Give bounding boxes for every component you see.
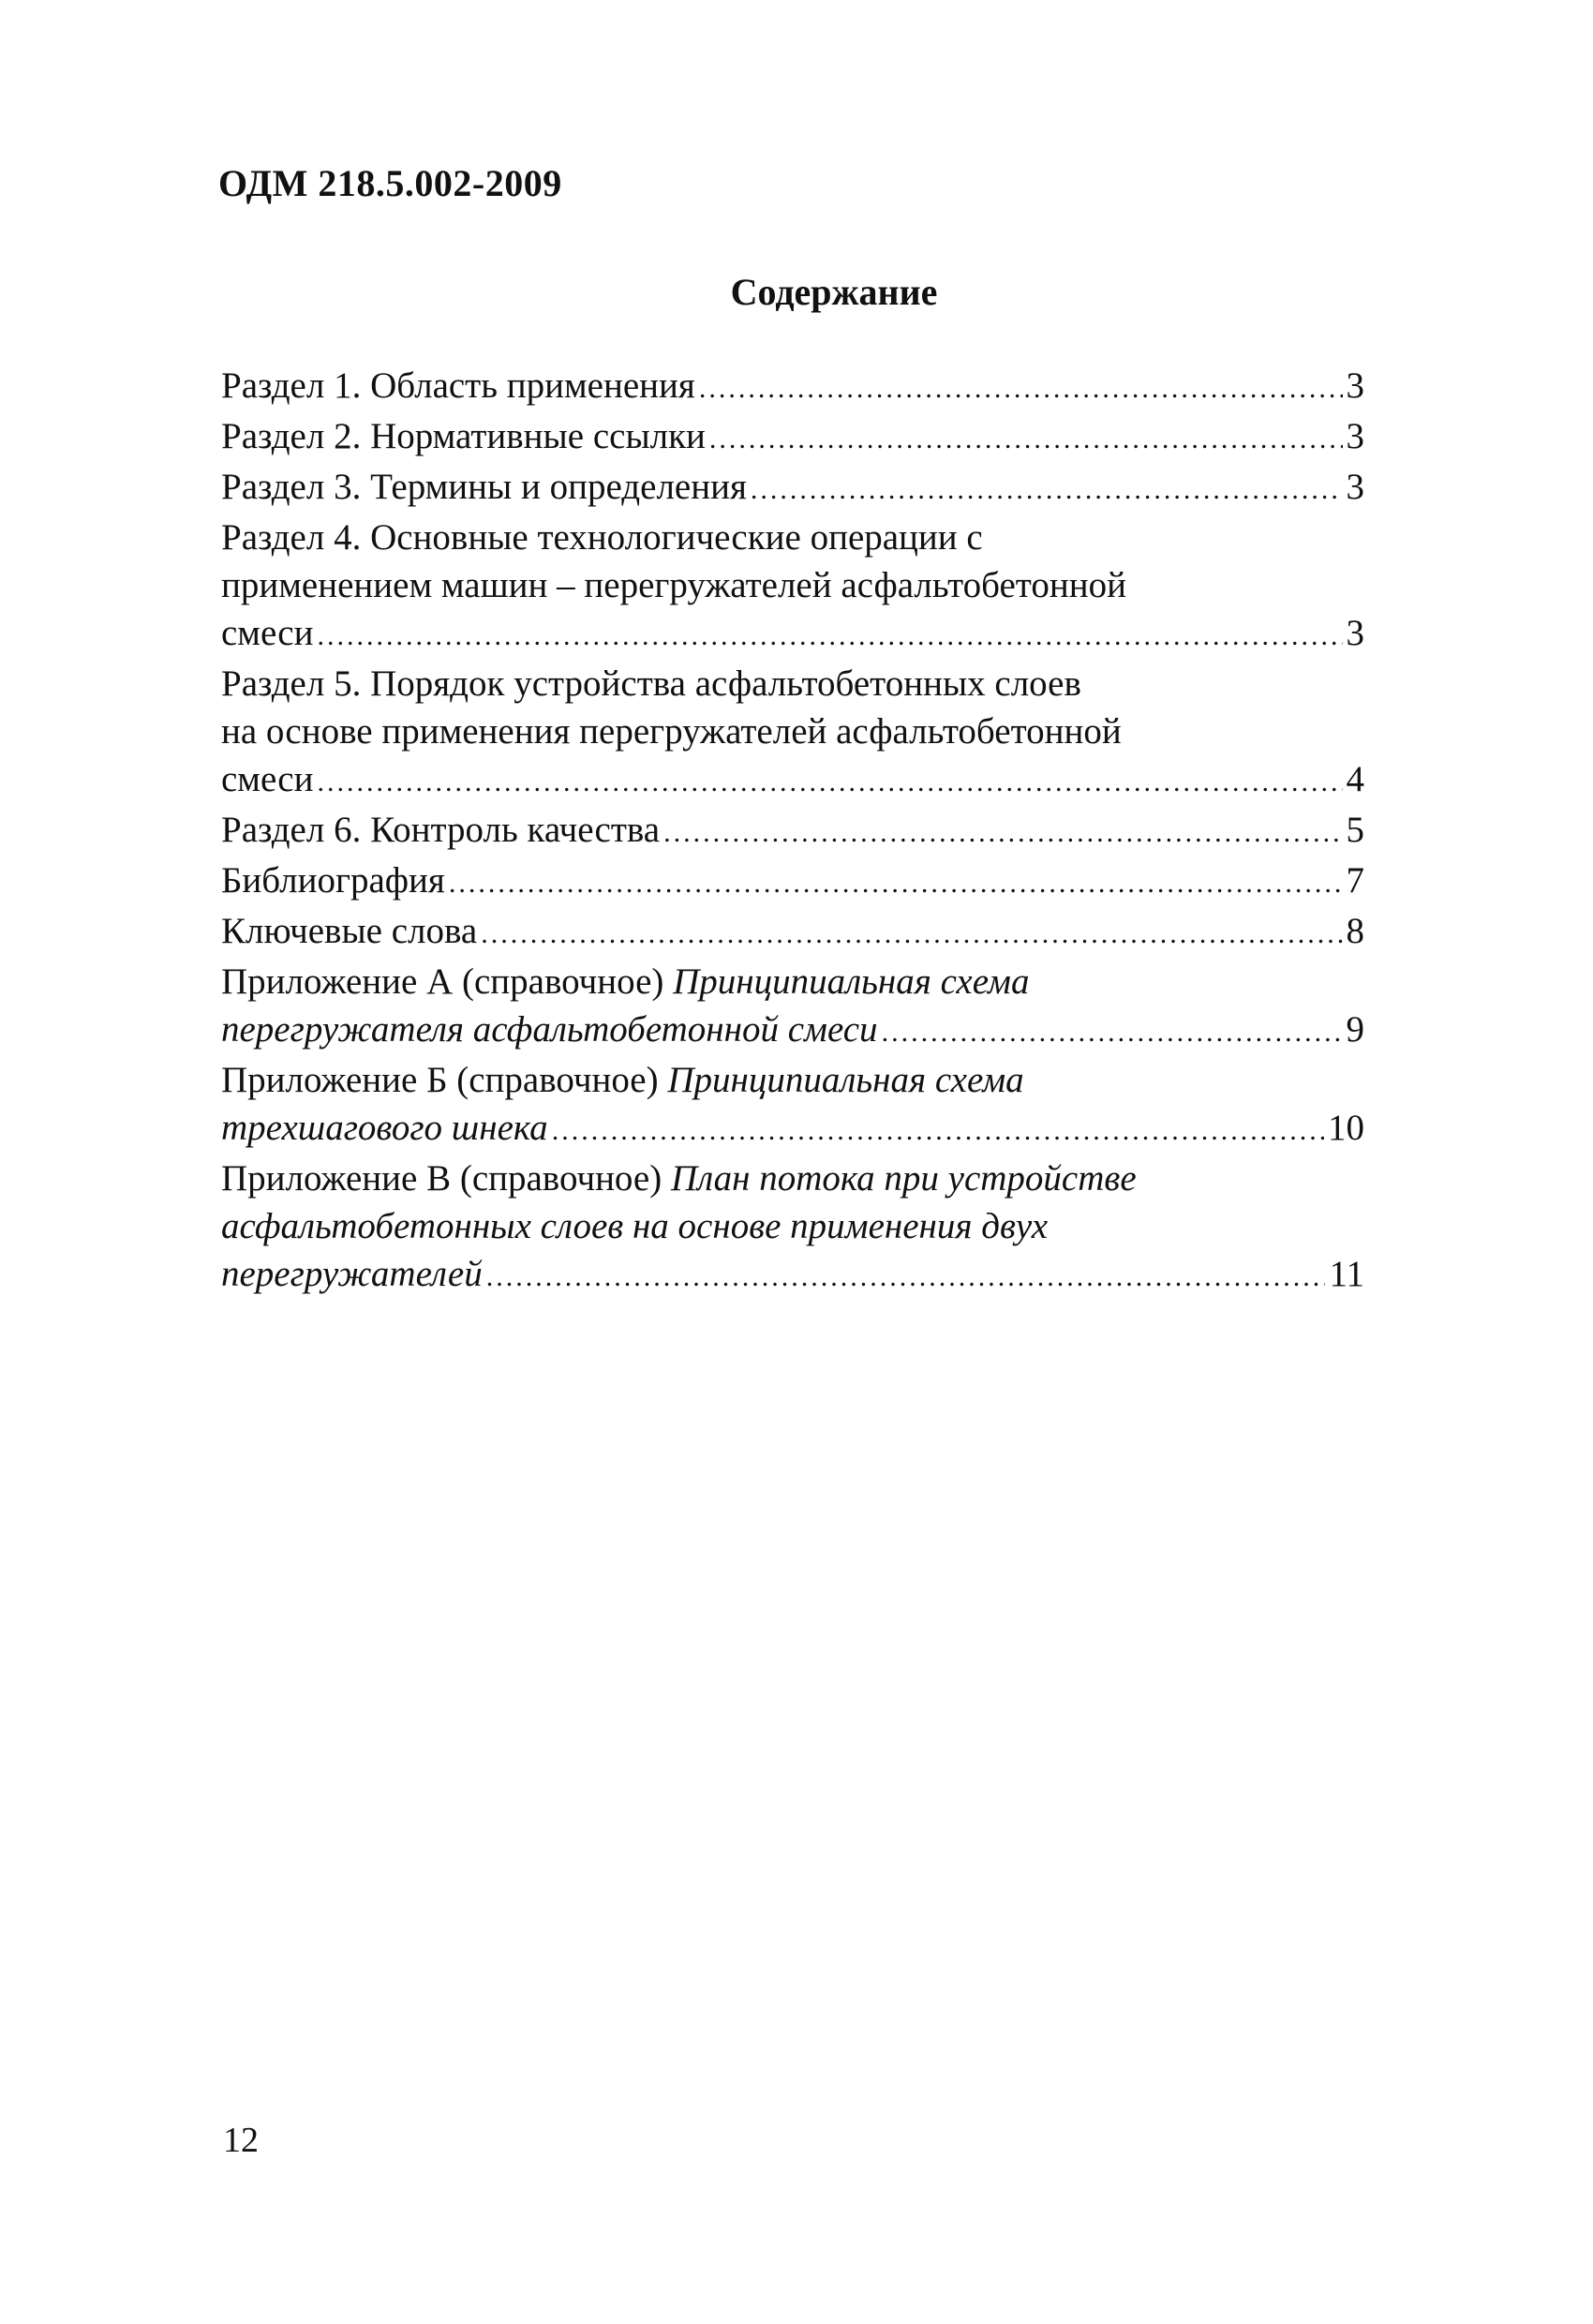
toc-entry-section-1[interactable] [221,362,1364,412]
toc-entry-text: трехшагового шнека [221,1108,548,1148]
toc-entry-page: 3 [1346,467,1364,507]
leader-dots [751,466,1343,514]
toc-entry-section-3[interactable] [221,463,1364,514]
toc-entry-text: перегружателя асфальтобетонной смеси [221,1009,878,1050]
toc-entry-appendix-a[interactable] [221,958,1364,1056]
toc-entry-line: асфальтобетонных слоев на основе применения двух [221,1206,1049,1246]
toc-entry-text: Раздел 2. Нормативные ссылки [221,416,706,456]
appendix-title: Принципиальная схема [667,1060,1024,1100]
leader-dots [317,758,1342,806]
toc-entry-text: Библиография [221,860,445,901]
page-number: 12 [223,2121,259,2160]
toc-entry-line: Раздел 5. Порядок устройства асфальтобетонных слоев [221,663,1081,704]
toc-entry-line [221,958,1364,1006]
toc-entry-appendix-v[interactable] [221,1155,1364,1301]
document-code: ОДМ 218.5.002-2009 [218,162,562,204]
toc-entry-text: Ключевые слова [221,911,478,951]
toc-entry-text: смеси [221,759,314,799]
leader-dots [481,910,1342,958]
toc-entry-section-2[interactable] [221,412,1364,463]
toc-entry-section-4[interactable] [221,514,1364,660]
toc-entry-appendix-b[interactable] [221,1056,1364,1155]
appendix-prefix: Приложение А (справочное) [221,961,674,1002]
toc-entry-page: 10 [1328,1108,1364,1148]
toc-entry-page: 9 [1346,1009,1364,1050]
toc-entry-text: смеси [221,613,314,653]
toc-entry-line: Раздел 4. Основные технологические операции с [221,517,983,558]
toc-entry-line [221,1155,1364,1202]
toc-entry-line: на основе применения перегружателей асфальтобетонной [221,711,1122,752]
toc-entry-text: Раздел 6. Контроль качества [221,810,661,850]
appendix-title: План потока при устройстве [670,1158,1137,1199]
toc-entry-page: 8 [1346,911,1364,951]
leader-dots [882,1008,1343,1056]
toc-entry-page: 7 [1346,860,1364,901]
toc-entry-section-6[interactable] [221,806,1364,857]
toc-entry-text: перегружателей [221,1254,483,1294]
toc-entry-page: 4 [1346,759,1364,799]
toc-entry-line [221,1056,1364,1104]
toc-entry-page: 5 [1346,810,1364,850]
appendix-title: Принципиальная схема [673,961,1030,1002]
toc-entry-line: применением машин – перегружателей асфальтобетонной [221,565,1126,605]
leader-dots [317,612,1342,660]
leader-dots [449,859,1343,907]
leader-dots [552,1107,1324,1155]
toc-entry-page: 3 [1346,416,1364,456]
leader-dots [486,1253,1326,1301]
toc-title: Содержание [730,271,938,313]
appendix-prefix: Приложение В (справочное) [221,1158,671,1199]
toc-entry-text: Раздел 1. Область применения [221,365,695,406]
toc-entry-page: 3 [1346,365,1364,406]
toc-entry-section-5[interactable] [221,660,1364,806]
toc-entry-page: 3 [1346,613,1364,653]
appendix-prefix: Приложение Б (справочное) [221,1060,668,1100]
toc-entry-bibliography[interactable] [221,857,1364,907]
toc-entry-keywords[interactable] [221,907,1364,958]
toc-entry-text: Раздел 3. Термины и определения [221,467,747,507]
table-of-contents [221,362,1364,1301]
toc-entry-page: 11 [1329,1254,1364,1294]
leader-dots [663,809,1342,857]
leader-dots [709,415,1343,463]
leader-dots [699,365,1343,412]
